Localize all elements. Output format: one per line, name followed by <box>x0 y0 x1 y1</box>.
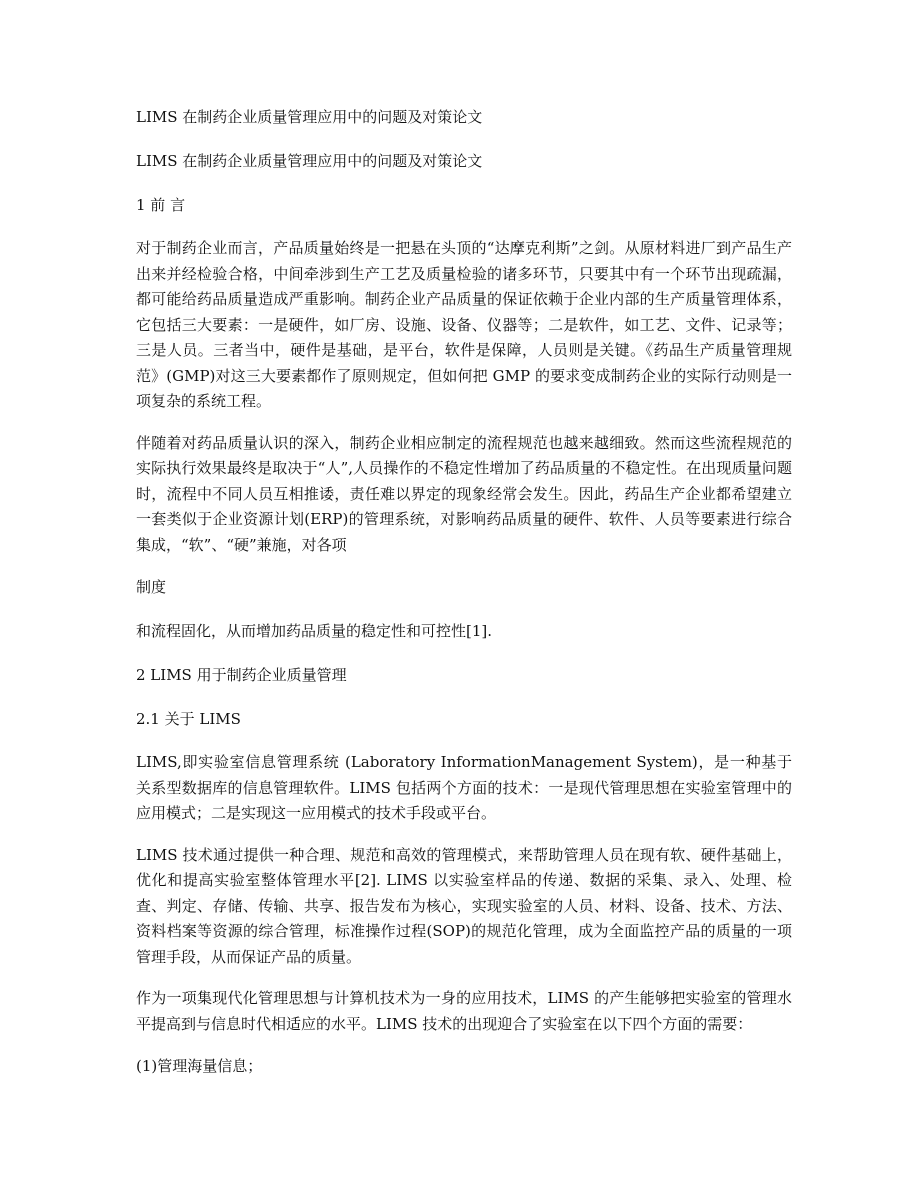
paragraph: 和流程固化，从而增加药品质量的稳定性和可控性[1]. <box>136 622 493 640</box>
paragraph: LIMS 技术通过提供一种合理、规范和高效的管理模式，来帮助管理人员在现有软、硬件基础上，优化和提高实验室整体管理水平[2]. LIMS 以实验室样品的传递、数据的采集、录入、处理、检查、判定、存储、传输、共享、报告发布为核心，实现实验室的人员、材料、设备、技术、方法、资料档案等资源的综合管理，标准操作过程(SOP)的规范化管理，成为全面监控产品的质量的一项管理手段，从而保证产品的质量。 <box>136 845 792 966</box>
paragraph: 作为一项集现代化管理思想与计算机技术为一身的应用技术，LIMS 的产生能够把实验室的管理水平提高到与信息时代相适应的水平。LIMS 技术的出现迎合了实验室在以下四个方面的需要： <box>136 989 792 1033</box>
paragraph: LIMS,即实验室信息管理系统 (Laboratory InformationManagement System)，是一种基于关系型数据库的信息管理软件。LIMS 包括两个方面的技术：一是现代管理思想在实验室管理中的应用模式；二是实现这一应用模式的技术手段或平台。 <box>136 753 792 822</box>
document-page <box>136 100 792 1097</box>
paragraph: 制度 <box>136 578 167 596</box>
subsection-heading-about-lims: 2.1 关于 LIMS <box>136 710 241 728</box>
list-item: (1)管理海量信息； <box>136 1057 263 1075</box>
document-title: LIMS 在制药企业质量管理应用中的问题及对策论文 <box>136 108 483 126</box>
paragraph: 伴随着对药品质量认识的深入，制药企业相应制定的流程规范也越来越细致。然而这些流程规范的实际执行效果最终是取决于“人”,人员操作的不稳定性增加了药品质量的不稳定性。在出现质量问题时，流程中不同人员互相推诿，责任难以界定的现象经常会发生。因此，药品生产企业都希望建立一套类似于企业资源计划(ERP)的管理系统，对影响药品质量的硬件、软件、人员等要素进行综合集成，“软”、“硬”兼施，对各项 <box>136 433 792 554</box>
section-heading-lims-usage: 2 LIMS 用于制药企业质量管理 <box>136 666 347 684</box>
section-heading-preface: 1 前 言 <box>136 196 186 214</box>
document-title-repeat: LIMS 在制药企业质量管理应用中的问题及对策论文 <box>136 152 483 170</box>
paragraph: 对于制药企业而言，产品质量始终是一把悬在头顶的“达摩克利斯”之剑。从原材料进厂到产品生产出来并经检验合格，中间牵涉到生产工艺及质量检验的诸多环节，只要其中有一个环节出现疏漏，都可能给药品质量造成严重影响。制药企业产品质量的保证依赖于企业内部的生产质量管理体系，它包括三大要素：一是硬件，如厂房、设施、设备、仪器等；二是软件，如工艺、文件、记录等；三是人员。三者当中，硬件是基础，是平台，软件是保障，人员则是关键。《药品生产质量管理规范》(GMP)对这三大要素都作了原则规定，但如何把 GMP 的要求变成制药企业的实际行动则是一项复杂的系统工程。 <box>136 239 792 410</box>
